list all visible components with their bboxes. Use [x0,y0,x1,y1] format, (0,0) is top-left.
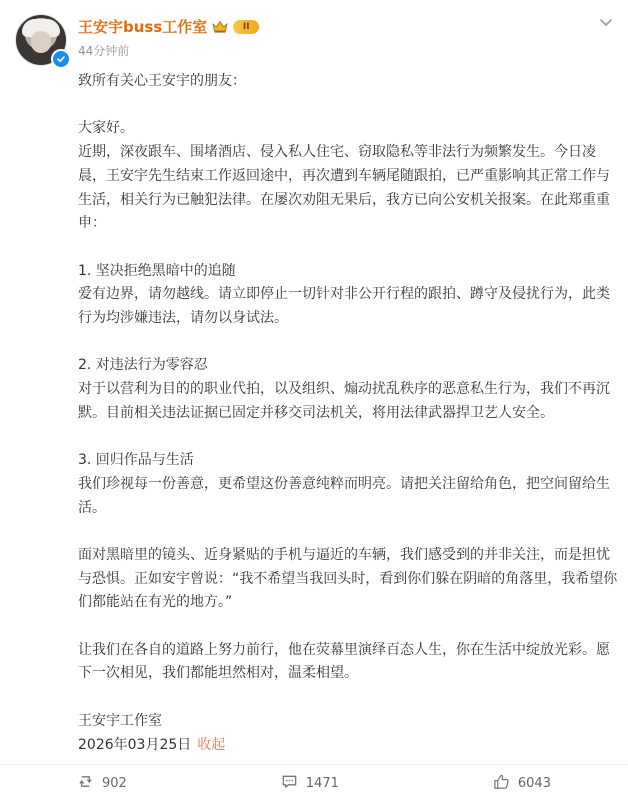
item-1-title: 1. 坚决拒绝黑暗中的追随 [78,262,236,279]
comment-button[interactable] [281,773,339,794]
footer-divider [0,764,628,765]
like-icon [493,773,510,794]
post-time[interactable]: 44分钟前 [78,44,130,58]
author-name[interactable]: 王安宇buss工作室 [78,18,208,36]
like-count: 6043 [517,775,551,791]
hello-line: 大家好。 [78,120,134,137]
item-1-body: 爱有边界，请勿越线。请立即停止一切针对非公开行程的跟拍、蹲守及侵扰行为，此类行为均涉嫌违法，请勿以身试法。 [78,286,610,326]
post-content [78,70,618,757]
author-name-row [78,16,259,37]
collapse-link[interactable]: 收起 [197,736,226,753]
action-bar [0,770,628,796]
more-icon[interactable] [598,14,614,30]
signature: 王安宇工作室 [78,712,162,729]
date-row [78,734,618,758]
item-3-title: 3. 回归作品与生活 [78,452,194,469]
comment-count: 1471 [305,775,339,791]
comment-icon [281,773,298,794]
item-3-body: 我们珍视每一份善意，更希望这份善意纯粹而明亮。请把关注留给角色，把空间留给生活。 [78,475,610,516]
paragraph-3: 让我们在各自的道路上努力前行，他在荧幕里演绎百态人生，你在生活中绽放光彩。愿下一次相见，我们都能坦然相对，温柔相望。 [78,641,610,682]
vip-badge: II [233,20,259,34]
greeting: 致所有关心王安宇的朋友： [78,73,246,89]
paragraph-2: 面对黑暗里的镜头、近身紧贴的手机与逼近的车辆，我们感受到的并非关注，而是担忧与恐惧。正如安宇曾说：“我不希望当我回头时，看到你们躲在阴暗的角落里，我希望你们都能站在有光的地方。” [78,546,618,611]
avatar-face [31,31,51,53]
paragraph-1: 近期，深夜跟车、围堵酒店、侵入私人住宅、窃取隐私等非法行为频繁发生。今日凌晨，王安宇先生结束工作返回途中，再次遭到车辆尾随跟拍，已严重影响其正常工作与生活，相关行为已触犯法律。在屡次劝阻无果后，我方已向公安机关报案。在此郑重重申： [78,144,610,232]
like-button[interactable] [493,773,551,794]
verified-icon [51,49,71,69]
repost-icon [77,773,94,794]
item-2-body: 对于以营利为目的的职业代拍，以及组织、煽动扰乱秩序的恶意私生行为，我们不再沉默。目前相关违法证据已固定并移交司法机关，将用法律武器捍卫艺人安全。 [78,381,610,421]
repost-count: 902 [101,775,127,791]
item-2-title: 2. 对违法行为零容忍 [78,357,208,374]
crown-icon [212,20,228,33]
post-date: 2026年03月25日 [78,736,192,753]
repost-button[interactable] [77,773,127,794]
